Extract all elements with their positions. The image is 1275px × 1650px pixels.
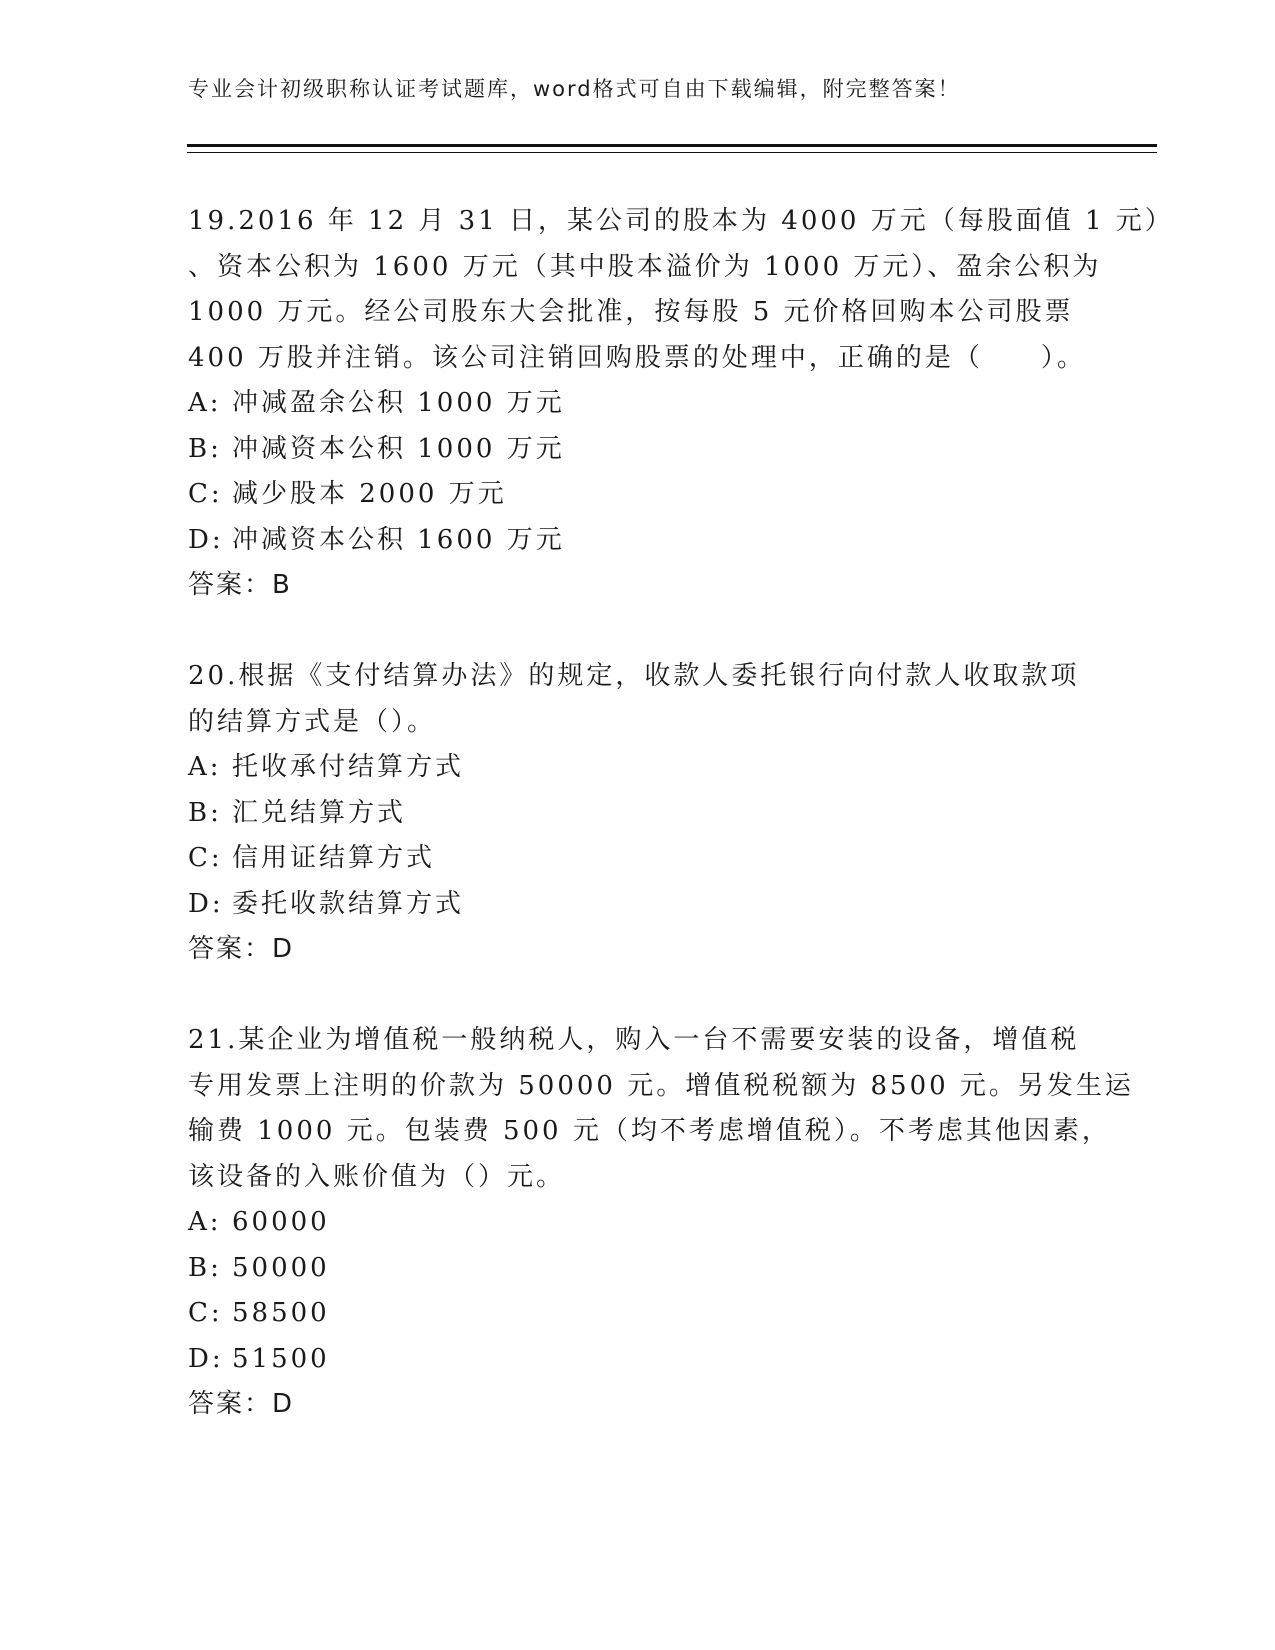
stem-line: 19.2016 年 12 月 31 日，某公司的股本为 4000 万元（每股面值 1 元） — [188, 206, 1174, 236]
option-text: 信用证结算方式 — [232, 843, 436, 873]
stem-line: 、资本公积为 1600 万元（其中股本溢价为 1000 万元）、盈余公积为 — [188, 251, 1102, 282]
question-stem — [188, 1018, 1134, 1200]
option-text: 冲减盈余公积 1000 万元 — [232, 388, 565, 418]
header-rule-thick — [187, 144, 1157, 147]
option-text: 委托收款结算方式 — [232, 888, 465, 919]
question-19 — [188, 199, 1174, 609]
option-text: 冲减资本公积 1600 万元 — [232, 524, 565, 555]
page-header-title: 专业会计初级职称认证考试题库，word格式可自由下载编辑，附完整答案！ — [188, 77, 961, 101]
option-letter: A: — [188, 388, 222, 418]
option-text: 58500 — [232, 1298, 330, 1328]
answer-label: 答案：B — [188, 570, 292, 600]
option-text: 60000 — [232, 1207, 330, 1237]
option-text: 50000 — [232, 1252, 330, 1283]
option-b — [188, 427, 1088, 473]
option-letter: A: — [188, 1207, 222, 1237]
option-c — [188, 1291, 1088, 1337]
stem-line: 20.根据《支付结算办法》的规定，收款人委托银行向付款人收取款项 — [188, 661, 1080, 691]
option-c — [188, 836, 1088, 882]
option-b — [188, 1246, 1088, 1292]
stem-line: 21.某企业为增值税一般纳税人，购入一台不需要安装的设备，增值税 — [188, 1025, 1080, 1055]
header-rule-thin — [187, 152, 1157, 153]
option-a — [188, 1200, 1088, 1246]
stem-line: 1000 万元。经公司股东大会批准，按每股 5 元价格回购本公司股票 — [188, 297, 1074, 327]
option-letter: B: — [188, 433, 222, 464]
question-stem — [188, 654, 1088, 745]
option-text: 托收承付结算方式 — [232, 752, 465, 782]
option-text: 减少股本 2000 万元 — [232, 479, 507, 509]
question-21 — [188, 1018, 1134, 1428]
option-letter: B: — [188, 1252, 222, 1283]
option-letter: C: — [188, 479, 223, 509]
option-letter: D: — [188, 524, 224, 555]
option-letter: C: — [188, 843, 223, 873]
option-c — [188, 472, 1088, 518]
option-d — [188, 518, 1088, 564]
question-stem — [188, 199, 1174, 381]
option-letter: D: — [188, 1343, 224, 1374]
option-a — [188, 381, 1088, 427]
option-b — [188, 791, 1088, 837]
option-letter: C: — [188, 1298, 223, 1328]
option-d — [188, 1337, 1088, 1383]
stem-line: 专用发票上注明的价款为 50000 元。增值税税额为 8500 元。另发生运 — [188, 1070, 1134, 1101]
option-letter: D: — [188, 888, 224, 919]
answer-label: 答案：D — [188, 1389, 295, 1419]
option-text: 冲减资本公积 1000 万元 — [232, 433, 565, 464]
option-letter: A: — [188, 752, 222, 782]
stem-line: 的结算方式是（）。 — [188, 706, 437, 737]
option-d — [188, 882, 1088, 928]
option-text: 51500 — [232, 1343, 330, 1374]
option-text: 汇兑结算方式 — [232, 797, 407, 828]
option-a — [188, 745, 1088, 791]
stem-line: 该设备的入账价值为（）元。 — [188, 1161, 566, 1192]
question-20 — [188, 654, 1088, 973]
option-letter: B: — [188, 797, 222, 828]
stem-line: 输费 1000 元。包装费 500 元（均不考虑增值税）。不考虑其他因素， — [188, 1116, 1111, 1146]
stem-line: 400 万股并注销。该公司注销回购股票的处理中，正确的是（ ）。 — [188, 342, 1086, 373]
answer-label: 答案：D — [188, 934, 295, 964]
